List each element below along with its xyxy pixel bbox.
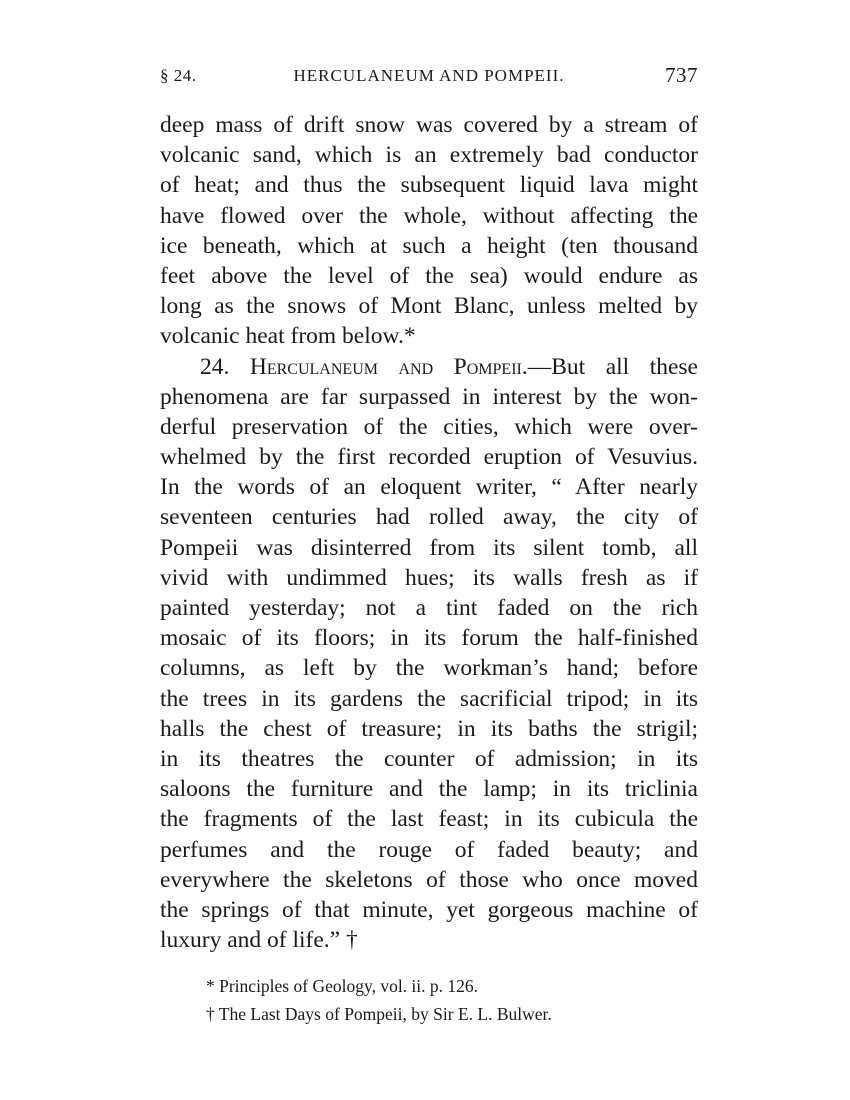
footnotes: [160, 972, 698, 1028]
text-line: deep mass of drift snow was covered by a stream of: [160, 112, 698, 138]
text-line: saloons the furniture and the lamp; in its triclinia: [160, 776, 698, 803]
text-line: ice beneath, which at such a height (ten thousand: [160, 232, 698, 259]
text-line: the trees in its gardens the sacrificial tripod; in its: [160, 685, 698, 712]
text-line: derful preservation of the cities, which were over-: [160, 413, 698, 440]
body-text: [160, 110, 698, 955]
text-line: have flowed over the whole, without affecting the: [160, 202, 698, 229]
text-line: everywhere the skeletons of those who once moved: [160, 866, 698, 893]
text-line: in its theatres the counter of admission; in its: [160, 745, 698, 772]
running-head: [160, 63, 698, 92]
text-line: luxury and of life.” †: [160, 927, 358, 954]
paragraph-heading-line: [160, 352, 698, 382]
text-line: vivid with undimmed hues; its walls fresh as if: [160, 564, 698, 591]
footnote: † The Last Days of Pompeii, by Sir E. L. Bulwer.: [206, 1004, 552, 1024]
text-line: perfumes and the rouge of faded beauty; and: [160, 836, 698, 863]
page-number: 737: [665, 63, 698, 87]
footnote: * Principles of Geology, vol. ii. p. 126.: [206, 976, 479, 996]
paragraph-heading: Herculaneum and Pompeii.: [249, 353, 528, 380]
text-line: feet above the level of the sea) would endure as: [160, 262, 698, 289]
text-line: halls the chest of treasure; in its baths the strigil;: [160, 715, 698, 742]
text-line: In the words of an eloquent writer, “ After nearly: [160, 474, 698, 501]
text-line: mosaic of its floors; in its forum the half-finished: [160, 625, 698, 652]
paragraph-number: 24.: [200, 353, 230, 380]
section-number: § 24.: [160, 66, 197, 85]
paragraph-heading-rest: —But all these: [527, 353, 698, 380]
text-line: the fragments of the last feast; in its cubicula the: [160, 806, 698, 833]
text-line: Pompeii was disinterred from its silent tomb, all: [160, 534, 698, 561]
text-line: volcanic heat from below.*: [160, 323, 416, 350]
text-line: phenomena are far surpassed in interest by the won-: [160, 383, 698, 410]
text-line: of heat; and thus the subsequent liquid lava might: [160, 172, 698, 199]
text-line: seventeen centuries had rolled away, the city of: [160, 504, 698, 531]
text-line: volcanic sand, which is an extremely bad conductor: [160, 142, 698, 169]
text-line: columns, as left by the workman’s hand; before: [160, 655, 698, 682]
text-line: long as the snows of Mont Blanc, unless melted by: [160, 293, 698, 320]
text-line: whelmed by the first recorded eruption of Vesuvius.: [160, 444, 698, 471]
text-line: painted yesterday; not a tint faded on the rich: [160, 595, 698, 621]
running-title: HERCULANEUM AND POMPEII.: [293, 66, 565, 85]
text-line: the springs of that minute, yet gorgeous machine of: [160, 896, 698, 923]
